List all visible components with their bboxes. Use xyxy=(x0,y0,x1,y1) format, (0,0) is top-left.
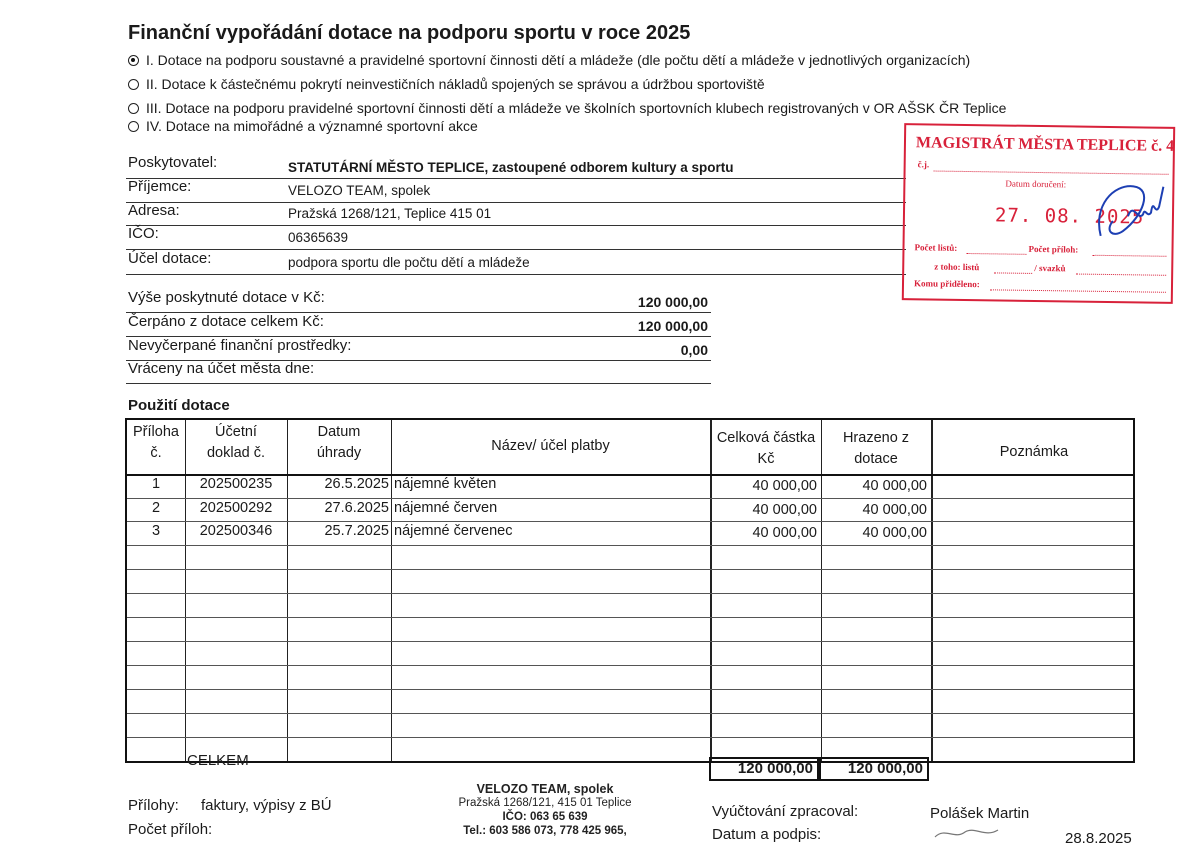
purpose-label: Účel dotace: xyxy=(128,250,212,267)
option-1-label: I. Dotace na podporu soustavné a pravidelné sportovní činnosti dětí a mládeže (dle počtu dětí a mládeže v jednotlivých organizacích) xyxy=(146,52,971,68)
usage-title: Použití dotace xyxy=(128,397,230,414)
header-doc-line1: Účetní xyxy=(215,424,257,440)
header-total-line2: Kč xyxy=(757,451,775,467)
provider-value: STATUTÁRNÍ MĚSTO TEPLICE, zastoupené odborem kultury a sportu xyxy=(288,160,734,175)
stamp-dotted-line xyxy=(990,288,1166,292)
stamp-of-which: z toho: listů xyxy=(934,261,980,273)
divider xyxy=(126,249,906,250)
divider xyxy=(126,178,906,179)
granted-label: Výše poskytnuté dotace v Kč: xyxy=(128,289,325,306)
company-name: VELOZO TEAM, spolek xyxy=(476,782,614,796)
total-label: CELKEM xyxy=(187,752,249,769)
document-title: Finanční vypořádání dotace na podporu sportu v roce 2025 xyxy=(128,22,691,44)
stamp-received: Datum doručení: xyxy=(1005,178,1067,190)
header-paid-line1: Hrazeno z xyxy=(842,430,910,446)
row-divider xyxy=(127,737,1133,738)
header-date-line1: Datum xyxy=(317,424,361,440)
header-paid xyxy=(821,428,931,470)
option-3-label: III. Dotace na podporu pravidelné sportovní činnosti dětí a mládeže ve školních sportovních klubech registrovaných v OR AŠSK ČR Teplice xyxy=(146,100,1007,116)
company-ico: IČO: 063 65 639 xyxy=(502,811,588,823)
radio-empty-icon[interactable] xyxy=(128,121,139,132)
stamp-assigned: Komu přiděleno: xyxy=(913,278,980,290)
prepared-label: Vyúčtování zpracoval: xyxy=(712,803,859,820)
option-1[interactable] xyxy=(128,52,970,68)
header-attachment-line1: Příloha xyxy=(133,424,179,440)
used-value: 120 000,00 xyxy=(637,318,708,334)
header-attachment-line2: č. xyxy=(150,445,162,461)
row-1-date: 26.5.2025 xyxy=(324,476,389,492)
row-1-name: nájemné květen xyxy=(394,476,497,492)
row-divider xyxy=(127,665,1133,666)
option-3[interactable] xyxy=(128,100,1006,116)
returned-label: Vráceny na účet města dne: xyxy=(128,360,315,377)
purpose-value: podpora sportu dle počtu dětí a mládeže xyxy=(288,255,530,270)
row-divider xyxy=(127,689,1133,690)
paid-sum: 120 000,00 xyxy=(819,757,929,781)
row-2-paid: 40 000,00 xyxy=(862,502,927,518)
stamp-attachments: Počet příloh: xyxy=(1028,243,1079,255)
column-divider xyxy=(287,420,288,761)
radio-selected-icon[interactable] xyxy=(128,55,139,66)
date-sign-label: Datum a podpis: xyxy=(712,826,822,843)
column-divider xyxy=(821,420,822,761)
row-3-date: 25.7.2025 xyxy=(324,523,389,539)
company-stamp xyxy=(445,782,645,838)
granted-value: 120 000,00 xyxy=(637,294,708,310)
column-divider xyxy=(710,420,712,761)
provider-label: Poskytovatel: xyxy=(128,154,218,171)
stamp-date: 27. 08. 2025 xyxy=(994,204,1145,229)
prepared-value: Polášek Martin xyxy=(930,805,1030,822)
company-address: Pražská 1268/121, 415 01 Teplice xyxy=(458,797,632,809)
row-divider xyxy=(127,617,1133,618)
row-divider xyxy=(127,593,1133,594)
stamp-dotted-line xyxy=(994,271,1032,274)
divider xyxy=(126,225,906,226)
used-label: Čerpáno z dotace celkem Kč: xyxy=(128,313,324,330)
row-2-name: nájemné červen xyxy=(394,500,498,516)
row-1-total: 40 000,00 xyxy=(752,478,817,494)
stamp-dotted-line xyxy=(1092,254,1166,257)
row-2-no: 2 xyxy=(151,500,161,516)
header-paid-line2: dotace xyxy=(854,451,898,467)
stamp-volumes: / svazků xyxy=(1034,262,1066,274)
header-note: Poznámka xyxy=(999,444,1069,460)
footer-signature-icon xyxy=(930,822,1020,843)
row-2-total: 40 000,00 xyxy=(752,502,817,518)
column-divider xyxy=(931,420,933,761)
row-2-date: 27.6.2025 xyxy=(324,500,389,516)
row-3-total: 40 000,00 xyxy=(752,525,817,541)
stamp-pages: Počet listů: xyxy=(914,242,958,253)
stamp-title: MAGISTRÁT MĚSTA TEPLICE č. 4 xyxy=(915,134,1175,155)
address-label: Adresa: xyxy=(128,202,180,219)
header-doc xyxy=(185,422,287,464)
option-2-label: II. Dotace k částečnému pokrytí neinvestičních nákladů spojených se správou a údržbou sportoviště xyxy=(146,76,765,92)
row-1-no: 1 xyxy=(151,476,161,492)
stamp-dotted-line xyxy=(1076,273,1166,276)
unused-label: Nevyčerpané finanční prostředky: xyxy=(128,337,352,354)
signature-icon xyxy=(1083,176,1174,247)
stamp-dotted-line xyxy=(934,170,1169,175)
attachments-value: faktury, výpisy z BÚ xyxy=(201,797,332,814)
usage-table xyxy=(125,418,1135,763)
divider xyxy=(126,202,906,203)
divider xyxy=(126,274,906,275)
option-4[interactable] xyxy=(128,118,478,134)
date-value: 28.8.2025 xyxy=(1065,830,1132,847)
row-1-paid: 40 000,00 xyxy=(862,478,927,494)
row-3-doc: 202500346 xyxy=(199,523,273,539)
radio-empty-icon[interactable] xyxy=(128,103,139,114)
column-divider xyxy=(391,420,392,761)
attachments-count-label: Počet příloh: xyxy=(128,821,213,838)
ico-value: 06365639 xyxy=(288,230,349,245)
attachments-label: Přílohy: xyxy=(128,797,179,814)
radio-empty-icon[interactable] xyxy=(128,79,139,90)
column-divider xyxy=(185,420,186,761)
recipient-label: Příjemce: xyxy=(128,178,192,195)
row-divider xyxy=(127,569,1133,570)
row-3-no: 3 xyxy=(151,523,161,539)
header-attachment xyxy=(127,422,185,464)
total-sum: 120 000,00 xyxy=(709,757,819,781)
row-divider xyxy=(127,498,1133,499)
row-divider xyxy=(127,713,1133,714)
row-divider xyxy=(127,521,1133,522)
row-2-doc: 202500292 xyxy=(199,500,273,516)
row-3-paid: 40 000,00 xyxy=(862,525,927,541)
option-4-label: IV. Dotace na mimořádné a významné sportovní akce xyxy=(146,118,478,134)
address-value: Pražská 1268/121, Teplice 415 01 xyxy=(288,206,492,221)
ico-label: IČO: xyxy=(128,225,159,242)
option-2[interactable] xyxy=(128,76,765,92)
row-divider xyxy=(127,545,1133,546)
header-total-line1: Celková částka xyxy=(716,430,816,446)
divider xyxy=(126,383,711,384)
stamp-dotted-line xyxy=(966,252,1026,255)
header-date-line2: úhrady xyxy=(316,445,362,461)
stamp-cj: č.j. xyxy=(917,159,930,170)
recipient-value: VELOZO TEAM, spolek xyxy=(288,183,431,198)
header-date xyxy=(287,422,391,464)
row-3-name: nájemné červenec xyxy=(394,523,513,539)
row-divider xyxy=(127,641,1133,642)
registry-stamp xyxy=(902,123,1175,304)
unused-value: 0,00 xyxy=(680,342,708,358)
row-1-doc: 202500235 xyxy=(199,476,273,492)
header-name: Název/ účel platby xyxy=(491,438,610,454)
company-tel: Tel.: 603 586 073, 778 425 965, xyxy=(463,825,627,837)
header-total xyxy=(711,428,821,470)
header-doc-line2: doklad č. xyxy=(206,445,266,461)
